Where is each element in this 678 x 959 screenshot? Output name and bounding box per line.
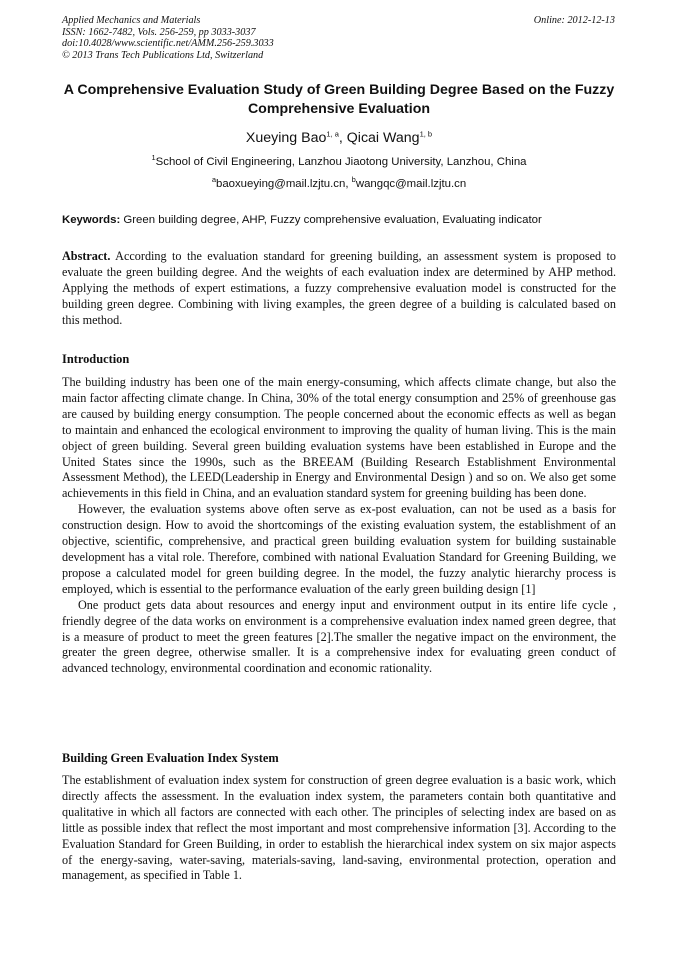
- index-system-body: [62, 773, 616, 884]
- abstract-text: According to the evaluation standard for greening building, an assessment system is proposed to evaluate the green building degree. And the weights of each evaluation index are determined by AHP method. Applying the methods of expert estimations, a fuzzy comprehensive evaluation model is constructed for the building green degree. Combining with living examples, the green degree of a building is calculated based on this method.: [62, 249, 617, 327]
- author-superscript: 1, b: [419, 129, 433, 139]
- journal-header: [62, 15, 274, 61]
- email-link[interactable]: wangqc@mail.lzjtu.cn: [355, 178, 467, 190]
- email-link[interactable]: baoxueying@mail.lzjtu.cn: [215, 178, 346, 190]
- doi-line: doi:10.4028/www.scientific.net/AMM.256-259.3033: [62, 38, 274, 50]
- keywords-line: [62, 213, 616, 228]
- email-separator: ,: [345, 178, 352, 190]
- abstract-label: Abstract.: [62, 249, 111, 263]
- paragraph: The building industry has been one of the main energy-consuming, which affects climate change, but also the main factor affecting climate change. In China, 30% of the total energy consumption and 25% of greenhouse gas are caused by building energy consumption. The people concerned about the economic effects as well as began to maintain and enhanced the ecological environment to improving the quality of human living. This is the main object of green building. Several green building evaluation systems have been established in Europe and the United States since the 1990s, such as the BREEAM (Building Research Establishment Environmental Assessment Method), the LEED(Leadership in Energy and Environmental Design ) and so on. We also get some achievements in this field in China, and an evaluation standard system for greening building has been done.: [62, 375, 616, 501]
- keywords-label: Keywords:: [62, 214, 121, 226]
- paper-title: A Comprehensive Evaluation Study of Green Building Degree Based on the Fuzzy Comprehensive Evaluation: [63, 82, 615, 117]
- paragraph: However, the evaluation systems above often serve as ex-post evaluation, can not be used as a basis for construction design. How to avoid the shortcomings of the existing evaluation system, the establishment of an objective, scientific, comprehensive, and practical green building evaluation system for building sustainable development has a vital role. Therefore, combined with national Evaluation Standard for Greening Building, we propose a calculated model for green building degree. In the model, the fuzzy analytic hierarchy process is employed, which is essential to the performance evaluation of the early green building design [1]: [62, 502, 616, 596]
- index-system-heading: Building Green Evaluation Index System: [62, 751, 279, 765]
- affiliation: School of Civil Engineering, Lanzhou Jiaotong University, Lanzhou, China: [155, 156, 527, 168]
- affiliation-line: [62, 155, 616, 170]
- author-superscript: 1, a: [326, 129, 339, 139]
- abstract-block: [62, 249, 616, 329]
- email-superscript: a: [211, 175, 216, 185]
- online-date: Online: 2012-12-13: [533, 15, 615, 26]
- issn-line: ISSN: 1662-7482, Vols. 256-259, pp 3033-3037: [62, 26, 256, 38]
- journal-name: Applied Mechanics and Materials: [62, 15, 201, 26]
- email-line: [62, 177, 616, 192]
- author-separator: ,: [338, 130, 347, 146]
- paragraph: One product gets data about resources and energy input and environment output in its entire life cycle , friendly degree of the data works on environment is a comprehensive evaluation index named green degree, that is a measure of product to meet the green features [2].The smaller the negative impact on the environment, the greater the green degree, otherwise smaller. It is a comprehensive index for evaluating green conduct of advanced technology, environmental coordination and economic rationality.: [62, 597, 616, 676]
- copyright-line: © 2013 Trans Tech Publications Ltd, Switzerland: [62, 49, 264, 61]
- introduction-body: [62, 375, 616, 677]
- author-name: Qicai Wang: [346, 130, 420, 146]
- email-superscript: b: [351, 175, 356, 185]
- keywords-text: Green building degree, AHP, Fuzzy comprehensive evaluation, Evaluating indicator: [123, 214, 542, 226]
- paragraph: The establishment of evaluation index system for construction of green degree evaluation is a basic work, which directly affects the assessment. In the evaluation index system, the parameters contain both quantitative and qualitative in which all factors are connected with each other. The principles of selecting index are based on as little as possible index that reflect the most important and most comprehensive information [3]. According to the Evaluation Standard for Green Building, in order to establish the hierarchical index system on six major aspects of the energy-saving, water-saving, materials-saving, land-saving, environmental protection, operation and management, as specified in Table 1.: [62, 773, 616, 883]
- introduction-heading: Introduction: [62, 352, 130, 366]
- affiliation-superscript: 1: [151, 153, 156, 163]
- author-name: Xueying Bao: [245, 130, 327, 146]
- author-line: [62, 129, 616, 147]
